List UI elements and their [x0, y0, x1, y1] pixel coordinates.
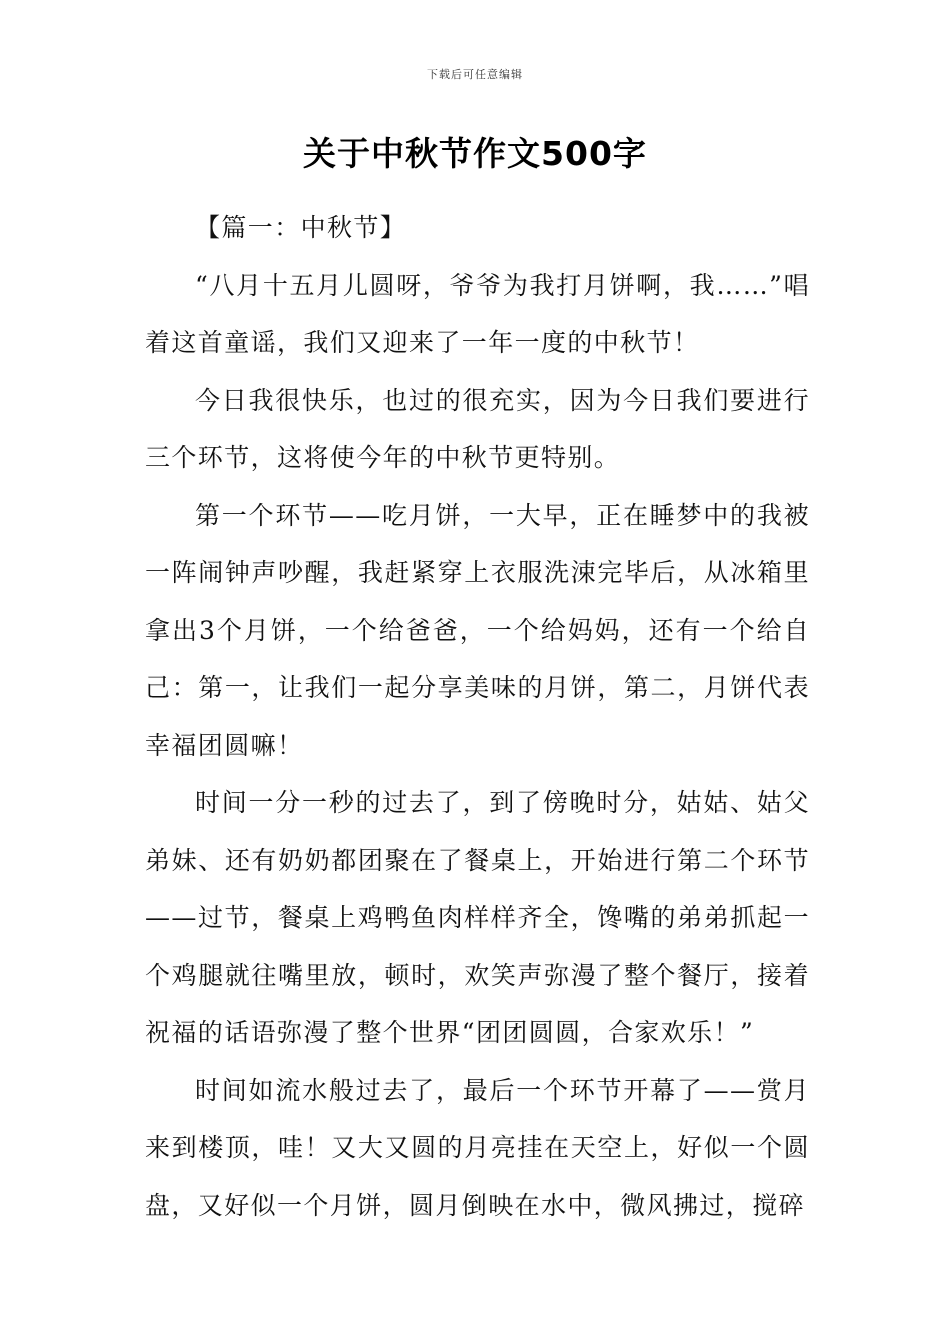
paragraph: “八月十五月儿圆呀，爷爷为我打月饼啊，我……”唱着这首童谣，我们又迎来了一年一度的中秋节！ [145, 270, 810, 357]
document-body [145, 199, 810, 1234]
document-title: 关于中秋节作文500字 [303, 134, 647, 173]
paragraph: 今日我很快乐，也过的很充实，因为今日我们要进行三个环节，这将使今年的中秋节更特别。 [145, 385, 810, 472]
paragraph: 时间一分一秒的过去了，到了傍晚时分，姑姑、姑父弟妹、还有奶奶都团聚在了餐桌上，开始进行第二个环节——过节，餐桌上鸡鸭鱼肉样样齐全，馋嘴的弟弟抓起一个鸡腿就往嘴里放，顿时，欢笑声弥漫了整个餐厅，接着祝福的话语弥漫了整个世界“团团圆圆，合家欢乐！” [145, 788, 810, 1047]
section-heading: 【篇一：中秋节】 [195, 213, 407, 242]
paragraph: 时间如流水般过去了，最后一个环节开幕了——赏月来到楼顶，哇！又大又圆的月亮挂在天空上，好似一个圆盘，又好似一个月饼，圆月倒映在水中，微风拂过，搅碎 [145, 1075, 810, 1220]
header-note: 下载后可任意编辑 [427, 68, 523, 81]
paragraph: 第一个环节——吃月饼，一大早，正在睡梦中的我被一阵闹钟声吵醒，我赶紧穿上衣服洗涑完毕后，从冰箱里拿出3个月饼，一个给爸爸，一个给妈妈，还有一个给自己：第一，让我们一起分享美味的月饼，第二，月饼代表幸福团圆嘛！ [145, 500, 810, 760]
